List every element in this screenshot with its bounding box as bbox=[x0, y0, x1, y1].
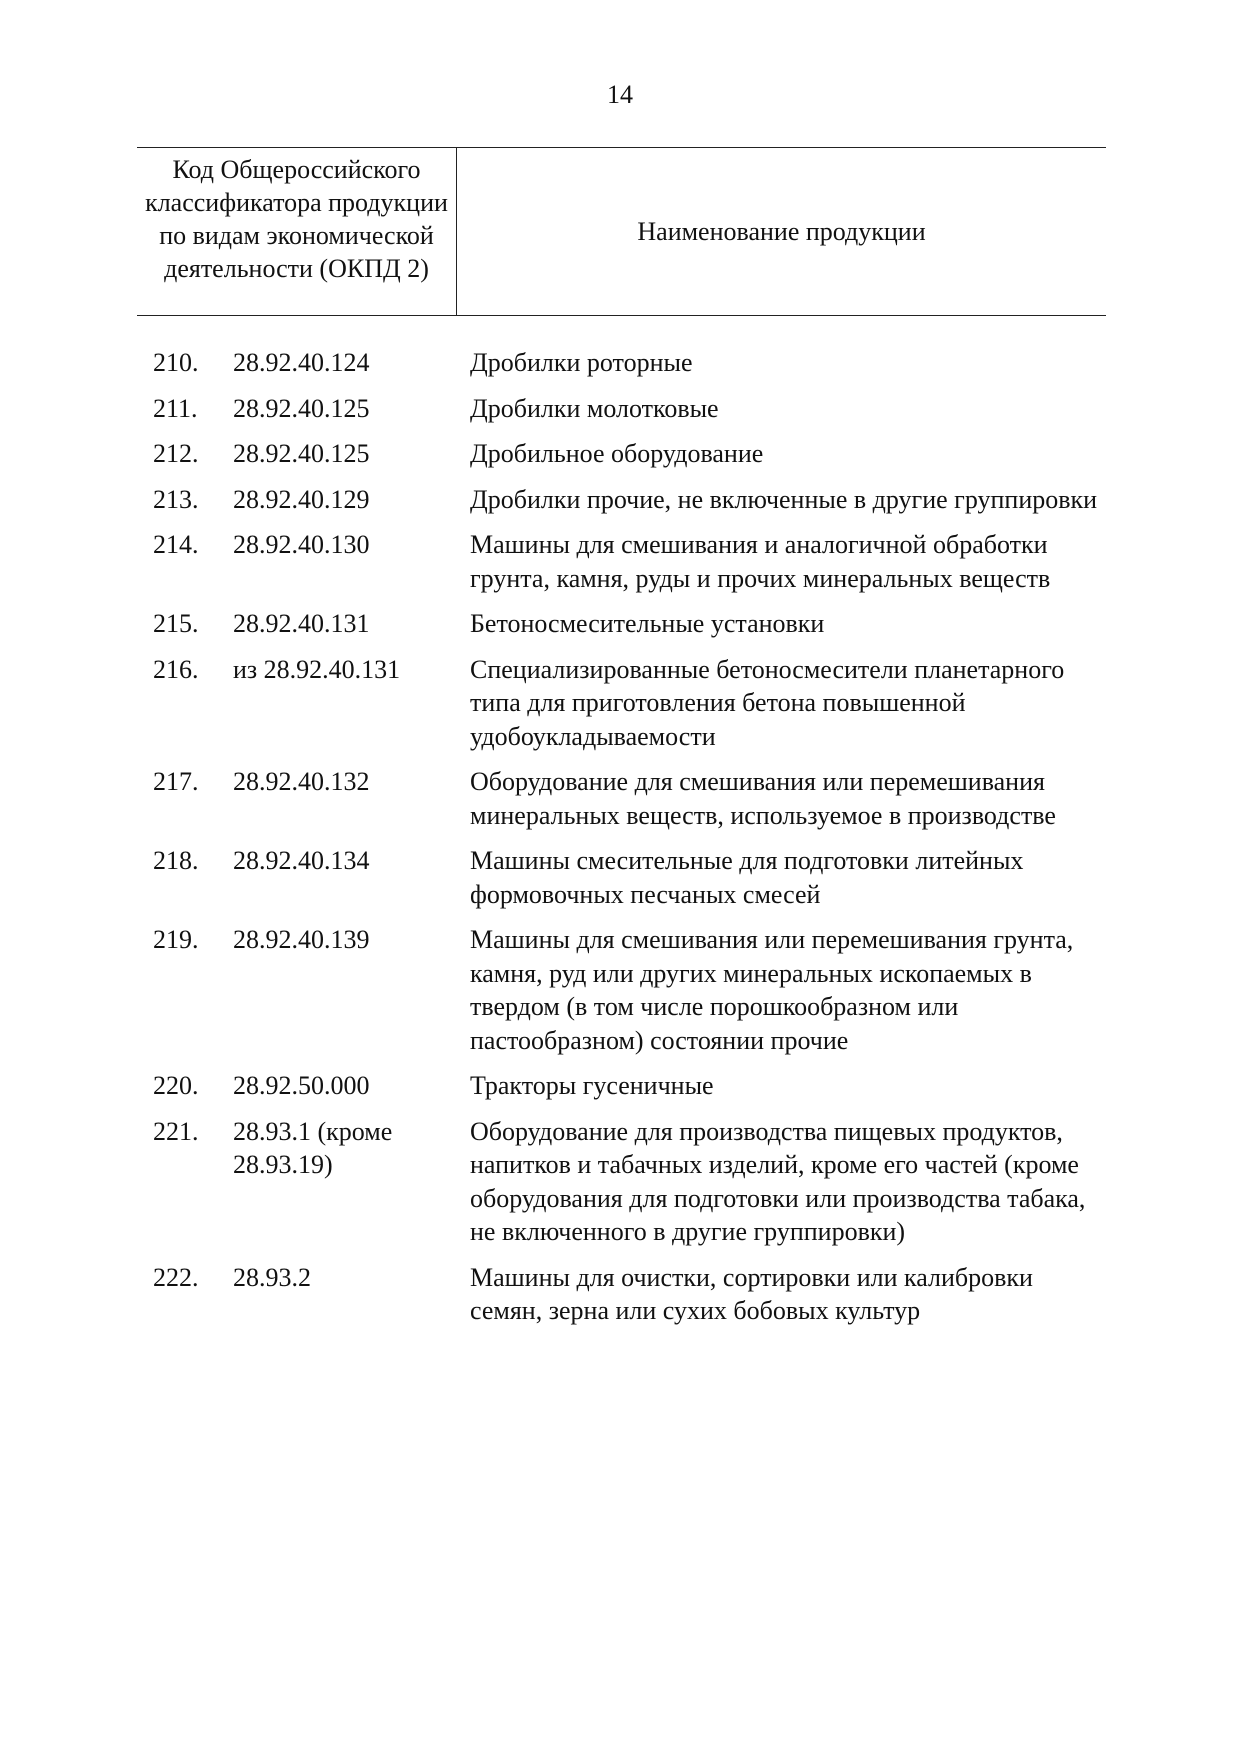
row-name: Дробилки прочие, не включенные в другие группировки bbox=[470, 484, 1098, 514]
table-header bbox=[137, 147, 1106, 316]
row-code: 28.93.1 (кроме 28.93.19) bbox=[233, 1116, 393, 1179]
row-number: 210. bbox=[153, 348, 199, 377]
table-row bbox=[137, 346, 1106, 380]
row-number: 213. bbox=[153, 484, 199, 514]
table-row bbox=[137, 765, 1106, 832]
row-name: Специализированные бетоносмесители планетарного типа для приготовления бетона повышенной удобоукладываемости bbox=[470, 654, 1065, 751]
table-row bbox=[137, 392, 1106, 426]
row-code: 28.92.40.124 bbox=[233, 348, 370, 377]
table-row bbox=[137, 483, 1106, 517]
row-number: 212. bbox=[153, 439, 199, 468]
row-name: Оборудование для смешивания или перемешивания минеральных веществ, используемое в производстве bbox=[470, 767, 1056, 830]
row-name: Дробилки молотковые bbox=[470, 393, 719, 423]
row-number: 222. bbox=[153, 1262, 199, 1292]
table-row bbox=[137, 1069, 1106, 1103]
page-number: 14 bbox=[607, 80, 633, 109]
row-name: Машины для смешивания или перемешивания грунта, камня, руд или других минеральных ископаемых в твердом (в том числе порошкообразном или пастообразном) состоянии прочие bbox=[470, 925, 1074, 1055]
row-code: 28.92.40.131 bbox=[233, 609, 370, 638]
row-name: Оборудование для производства пищевых продуктов, напитков и табачных изделий, кроме его частей (кроме оборудования для подготовки или производства табака, не включенного в другие группировки) bbox=[470, 1116, 1086, 1246]
row-number: 214. bbox=[153, 530, 199, 559]
table-row bbox=[137, 528, 1106, 595]
table-row bbox=[137, 437, 1106, 471]
header-name-column bbox=[457, 148, 1106, 315]
row-code: из 28.92.40.131 bbox=[233, 654, 401, 684]
row-code: 28.92.40.130 bbox=[233, 530, 370, 559]
row-number: 218. bbox=[153, 846, 199, 875]
header-code-column: Код Общероссийского классификатора продукции по видам экономической деятельности (ОКПД 2) bbox=[137, 148, 457, 315]
row-number: 221. bbox=[153, 1116, 199, 1146]
row-number: 217. bbox=[153, 767, 199, 796]
row-name: Бетоносмесительные установки bbox=[470, 609, 825, 638]
table-row bbox=[137, 1261, 1106, 1328]
row-code: 28.92.40.132 bbox=[233, 767, 370, 796]
row-number: 211. bbox=[153, 393, 198, 423]
row-code: 28.93.2 bbox=[233, 1262, 311, 1292]
row-name: Дробильное оборудование bbox=[470, 439, 764, 468]
row-number: 219. bbox=[153, 925, 199, 954]
row-name: Машины смесительные для подготовки литейных формовочных песчаных смесей bbox=[470, 846, 1024, 909]
row-code: 28.92.40.125 bbox=[233, 393, 370, 423]
table-body bbox=[137, 346, 1106, 1340]
row-name: Машины для очистки, сортировки или калибровки семян, зерна или сухих бобовых культур bbox=[470, 1262, 1033, 1325]
row-code: 28.92.50.000 bbox=[233, 1071, 370, 1100]
row-name: Машины для смешивания и аналогичной обработки грунта, камня, руды и прочих минеральных веществ bbox=[470, 530, 1051, 593]
row-name: Дробилки роторные bbox=[470, 348, 693, 377]
table-row bbox=[137, 653, 1106, 754]
row-number: 220. bbox=[153, 1071, 199, 1100]
table-row bbox=[137, 1115, 1106, 1249]
row-code: 28.92.40.129 bbox=[233, 484, 370, 514]
table-row bbox=[137, 844, 1106, 911]
row-name: Тракторы гусеничные bbox=[470, 1071, 714, 1100]
table-row bbox=[137, 607, 1106, 641]
table-row bbox=[137, 923, 1106, 1057]
row-number: 216. bbox=[153, 654, 199, 684]
row-code: 28.92.40.134 bbox=[233, 846, 370, 875]
header-name-label: Наименование продукции bbox=[637, 217, 926, 246]
row-code: 28.92.40.125 bbox=[233, 439, 370, 468]
row-number: 215. bbox=[153, 609, 199, 638]
row-code: 28.92.40.139 bbox=[233, 925, 370, 954]
